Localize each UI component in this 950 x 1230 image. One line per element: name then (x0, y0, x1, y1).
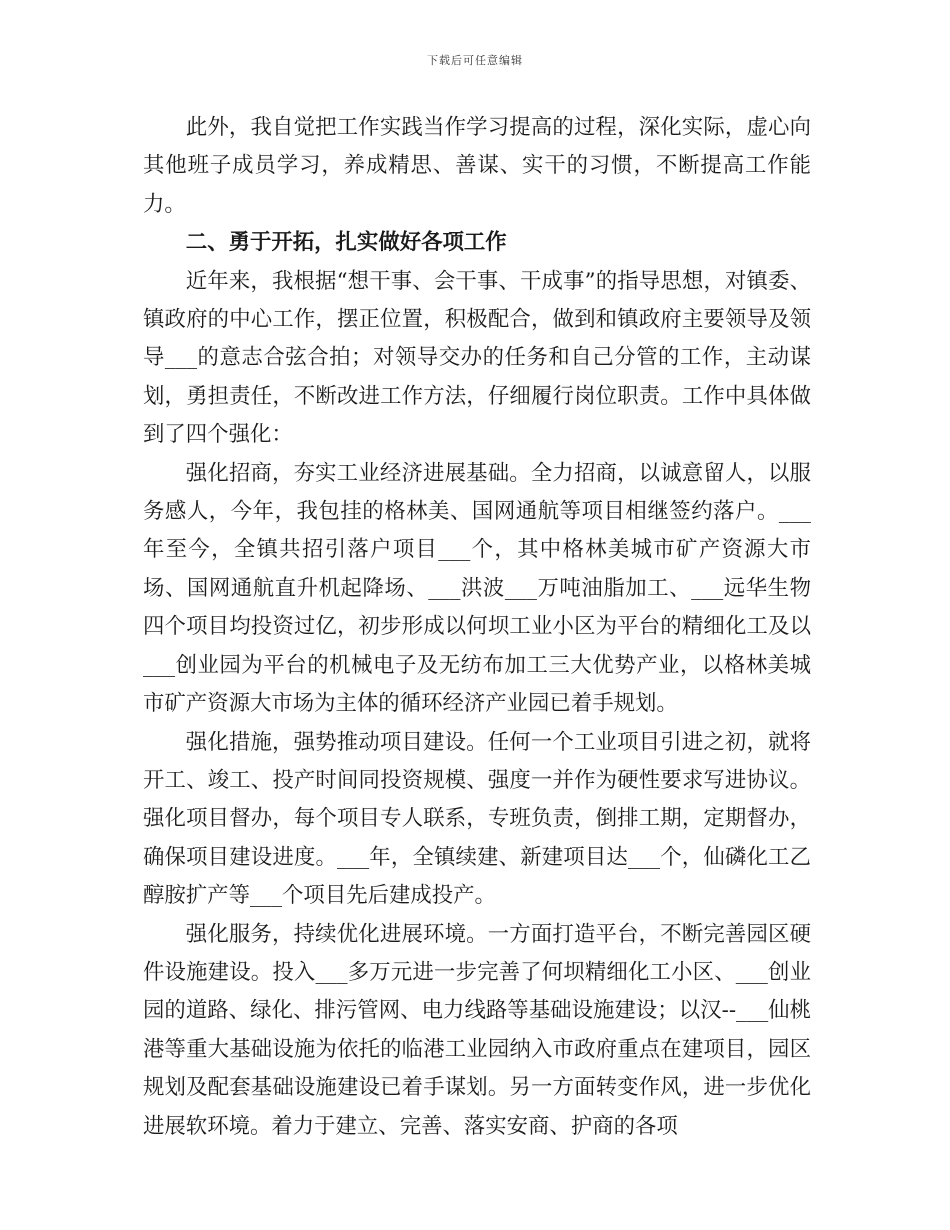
section-heading-2: 二、勇于开拓，扎实做好各项工作 (185, 230, 507, 256)
paragraph-measures: 强化措施，强势推动项目建设。任何一个工业项目引进之初，就将开工、竣工、投产时间同投资规模、强度一并作为硬性要求写进协议。强化项目督办，每个项目专人联系，专班负责，倒排工期，定期督办，确保项目建设进度。___年，全镇续建、新建项目达___个，仙磷化工乙醇胺扩产等___个项目先后建成投产。 (143, 729, 811, 909)
paragraph-self-study: 此外，我自觉把工作实践当作学习提高的过程，深化实际，虚心向其他班子成员学习，养成精思、善谋、实干的习惯，不断提高工作能力。 (143, 115, 811, 217)
paragraph-service: 强化服务，持续优化进展环境。一方面打造平台，不断完善园区硬件设施建设。投入___多万元进一步完善了何坝精细化工小区、___创业园的道路、绿化、排污管网、电力线路等基础设施建设；以汉--___仙桃港等重大基础设施为依托的临港工业园纳入市政府重点在建项目，园区规划及配套基础设施建设已着手谋划。另一方面转变作风，进一步优化进展软环境。着力于建立、完善、落实安商、护商的各项 (143, 921, 811, 1139)
paragraph-intro-work: 近年来，我根据“想干事、会干事、干成事”的指导思想，对镇委、镇政府的中心工作，摆正位置，积极配合，做到和镇政府主要领导及领导___的意志合弦合拍；对领导交办的任务和自己分管的工作，主动谋划，勇担责任，不断改进工作方法，仔细履行岗位职责。工作中具体做到了四个强化： (143, 268, 811, 448)
page-header-note: 下载后可任意编辑 (427, 54, 523, 67)
document-body (143, 109, 811, 1146)
paragraph-investment: 强化招商，夯实工业经济进展基础。全力招商，以诚意留人，以服务感人，今年，我包挂的格林美、国网通航等项目相继签约落户。___年至今，全镇共招引落户项目___个，其中格林美城市矿产资源大市场、国网通航直升机起降场、___洪波___万吨油脂加工、___远华生物四个项目均投资过亿，初步形成以何坝工业小区为平台的精细化工及以___创业园为平台的机械电子及无纺布加工三大优势产业，以格林美城市矿产资源大市场为主体的循环经济产业园已着手规划。 (143, 460, 811, 717)
